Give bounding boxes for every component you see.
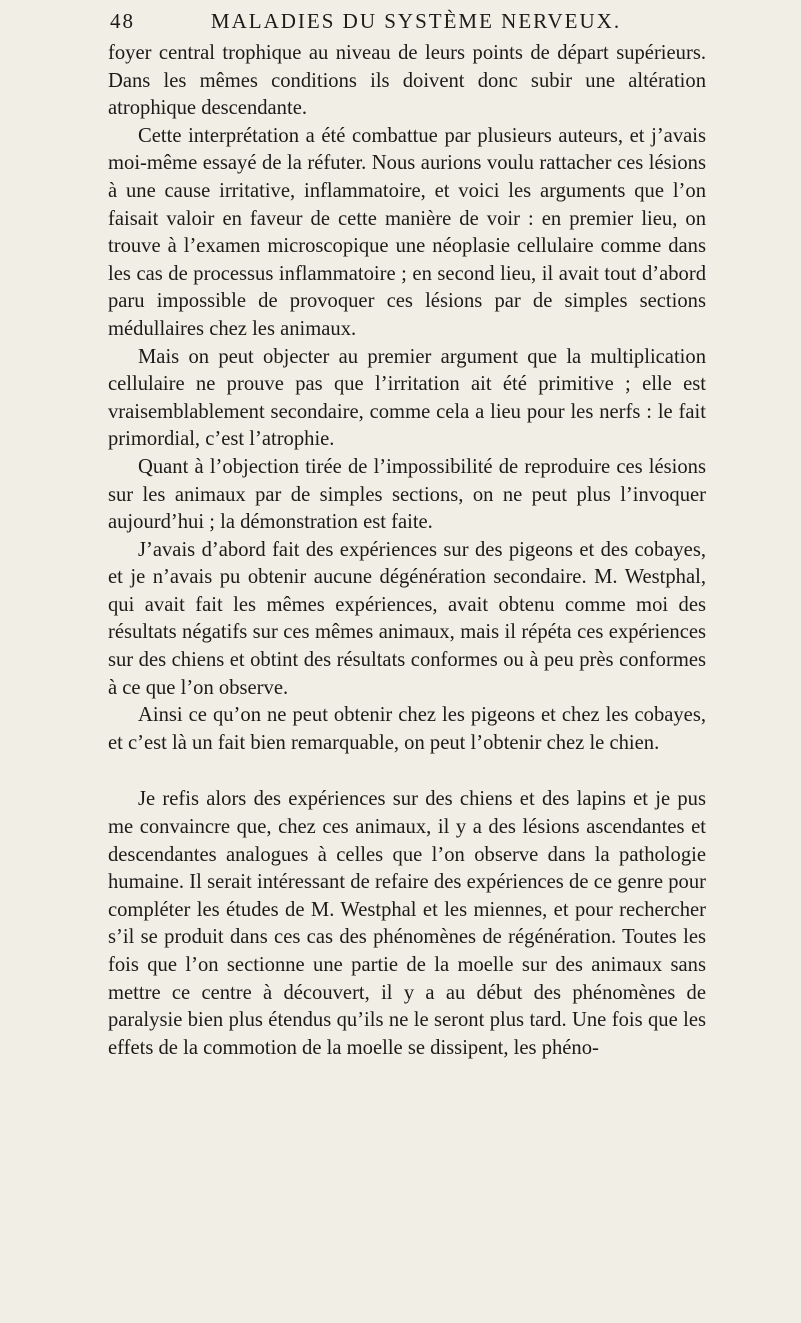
- paragraph: Je refis alors des expériences sur des chiens et des lapins et je pus me convaincre que, chez ces animaux, il y a des lésions ascendantes et descendantes analogues à celles que l’on observe dans la pathologie humaine. Il serait intéressant de refaire des expériences de ce genre pour compléter les études de M. Westphal et les miennes, et pour rechercher s’il se produit dans ces cas des phénomènes de régénération. Toutes les fois que l’on sectionne une partie de la moelle sur des animaux sans mettre ce centre à découvert, il y a au début des phénomènes de paralysie bien plus étendus qu’ils ne le seront plus tard. Une fois que les effets de la commotion de la moelle se dissipent, les phéno-: [108, 788, 706, 1059]
- running-title: MALADIES DU SYSTÈME NERVEUX.: [210, 9, 622, 33]
- paragraph: Ainsi ce qu’on ne peut obtenir chez les pigeons et chez les cobayes, et c’est là un fait bien remarquable, on peut l’obtenir chez le chien.: [108, 704, 706, 754]
- paragraph-continuation: foyer central trophique au niveau de leurs points de départ supérieurs. Dans les mêmes conditions ils doivent donc subir une altération atrophique descendante.: [108, 42, 706, 120]
- paragraph: Cette interprétation a été combattue par plusieurs auteurs, et j’avais moi-même essayé de la réfuter. Nous aurions voulu rattacher ces lésions à une cause irritative, inflammatoire, et voici les arguments que l’on faisait valoir en faveur de cette manière de voir : en premier lieu, on trouve à l’examen microscopique une néoplasie cellulaire comme dans les cas de processus inflammatoire ; en second lieu, il avait tout d’abord paru impossible de provoquer ces lésions par de simples sections médullaires chez les animaux.: [108, 124, 706, 340]
- paragraph: Mais on peut objecter au premier argument que la multiplication cellulaire ne prouve pas que l’irritation ait été primitive ; elle est vraisemblablement secondaire, comme cela a lieu pour les nerfs : le fait primordial, c’est l’atrophie.: [108, 345, 706, 451]
- page-number: 48: [110, 9, 135, 33]
- running-head: [110, 9, 702, 39]
- paragraph: J’avais d’abord fait des expériences sur des pigeons et des cobayes, et je n’avais pu obtenir aucune dégénération secondaire. M. Westphal, qui avait fait les mêmes expériences, avait obtenu comme moi des résultats négatifs sur ces mêmes animaux, mais il répéta ces expériences sur des chiens et obtint des résultats conformes ou à peu près conformes à ce que l’on observe.: [108, 538, 706, 699]
- body-text: [108, 40, 706, 1062]
- paragraph: Quant à l’objection tirée de l’impossibilité de reproduire ces lésions sur les animaux par de simples sections, on ne peut plus l’invoquer aujourd’hui ; la démonstration est faite.: [108, 455, 706, 534]
